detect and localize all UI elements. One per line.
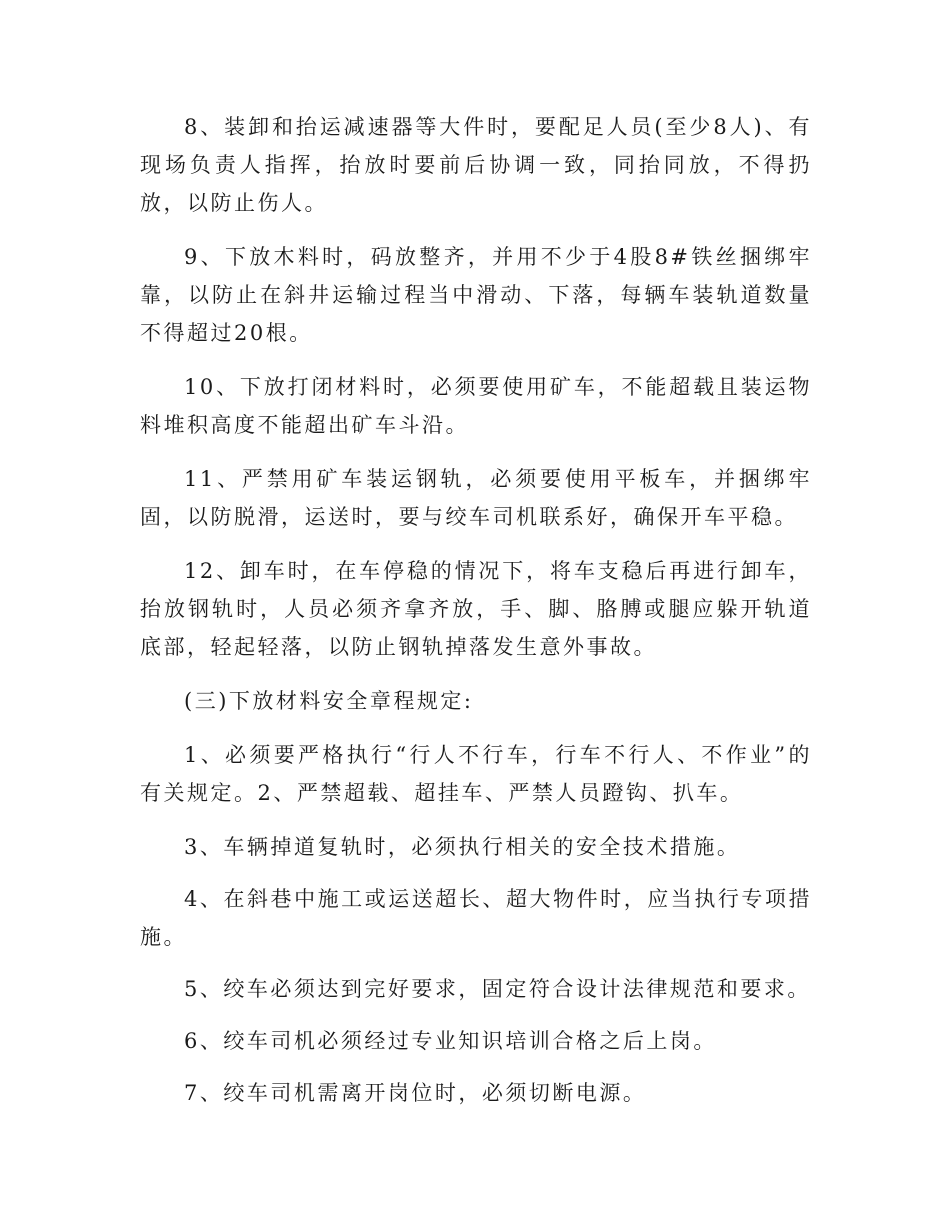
rule-item-4: 4、在斜巷中施工或运送超长、超大物件时，应当执行专项措施。 xyxy=(140,887,812,949)
paragraph-item-10: 10、下放打闭材料时，必须要使用矿车，不能超载且装运物料堆积高度不能超出矿车斗沿。 xyxy=(140,375,812,437)
rule-item-3: 3、车辆掉道复轨时，必须执行相关的安全技术措施。 xyxy=(184,835,741,859)
paragraph-item-9: 9、下放木料时，码放整齐，并用不少于4股8#铁丝捆绑牢靠，以防止在斜井运输过程当中滑动、下落，每辆车装轨道数量不得超过20根。 xyxy=(140,245,812,345)
paragraph-item-8: 8、装卸和抬运减速器等大件时，要配足人员(至少8人)、有现场负责人指挥，抬放时要前后协调一致，同抬同放，不得扔放，以防止伤人。 xyxy=(140,115,812,215)
section-heading: (三)下放材料安全章程规定: xyxy=(184,689,474,713)
paragraph-item-11: 11、严禁用矿车装运钢轨，必须要使用平板车，并捆绑牢固，以防脱滑，运送时，要与绞车司机联系好，确保开车平稳。 xyxy=(140,467,812,529)
rule-item-6: 6、绞车司机必须经过专业知识培训合格之后上岗。 xyxy=(184,1029,717,1053)
rule-item-5: 5、绞车必须达到完好要求，固定符合设计法律规范和要求。 xyxy=(184,977,811,1001)
document-body xyxy=(140,108,812,1126)
rule-item-1-2: 1、必须要严格执行“行人不行车，行车不行人、不作业”的有关规定。2、严禁超载、超挂车、严禁人员蹬钩、扒车。 xyxy=(140,743,812,805)
rule-item-7: 7、绞车司机需离开岗位时，必须切断电源。 xyxy=(184,1081,647,1105)
paragraph-item-12: 12、卸车时，在车停稳的情况下，将车支稳后再进行卸车，抬放钢轨时，人员必须齐拿齐放，手、脚、胳膊或腿应躲开轨道底部，轻起轻落，以防止钢轨掉落发生意外事故。 xyxy=(140,559,812,659)
